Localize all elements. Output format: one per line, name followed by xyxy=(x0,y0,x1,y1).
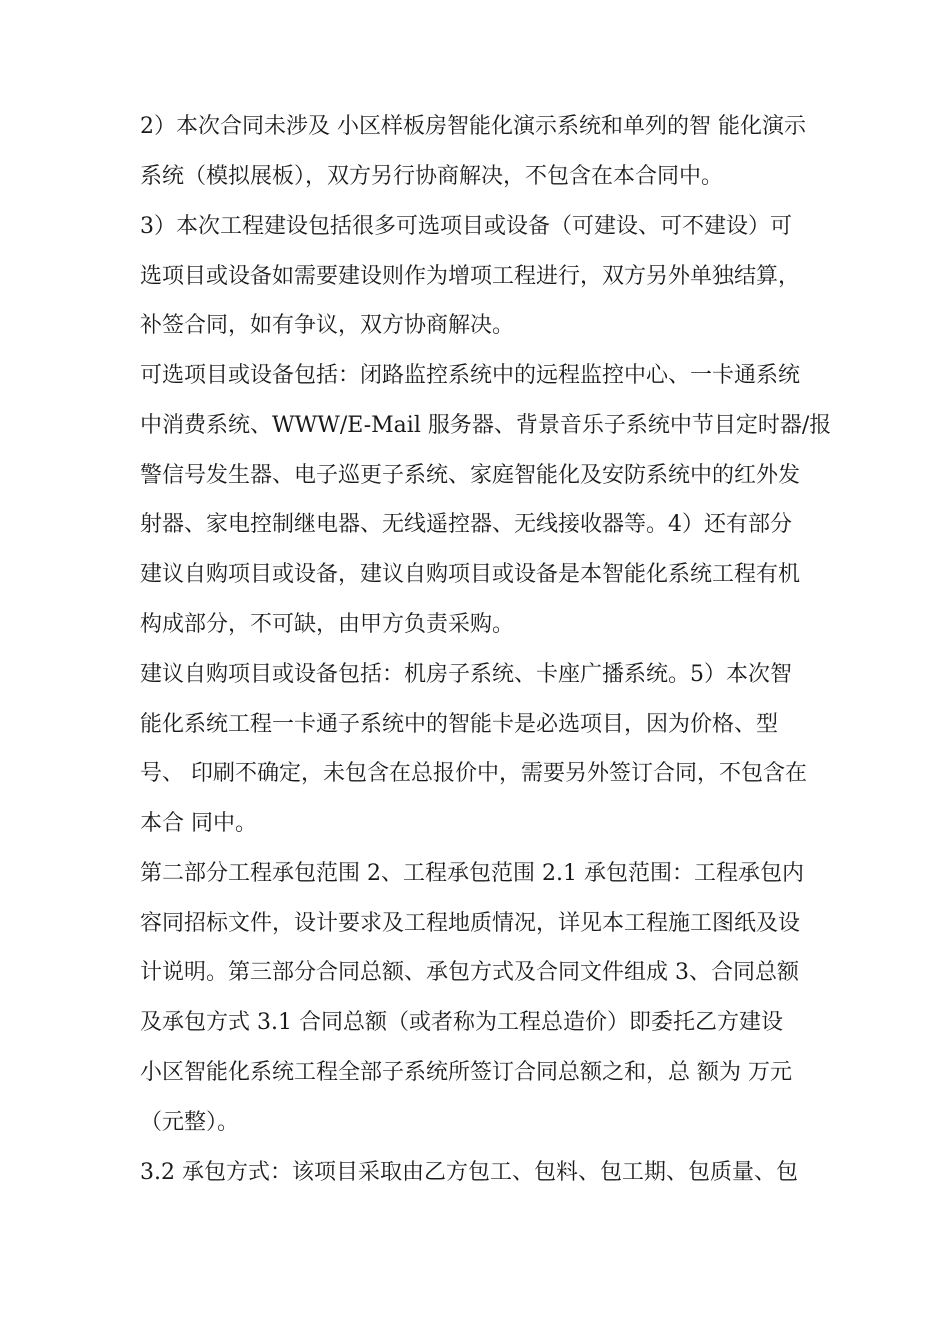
text-line: 射器、家电控制继电器、无线遥控器、无线接收器等。4）还有部分 xyxy=(140,512,792,537)
text-line: 构成部分，不可缺，由甲方负责采购。 xyxy=(140,612,515,637)
text-line: 中消费系统、WWW/E-Mail 服务器、背景音乐子系统中节目定时器/报 xyxy=(140,413,832,438)
text-line: 补签合同，如有争议，双方协商解决。 xyxy=(140,313,515,338)
text-line: 本合 同中。 xyxy=(140,811,257,836)
text-line: （元整）。 xyxy=(140,1110,240,1135)
text-line: 可选项目或设备包括：闭路监控系统中的远程监控中心、一卡通系统 xyxy=(140,363,801,388)
text-line: 警信号发生器、电子巡更子系统、家庭智能化及安防系统中的红外发 xyxy=(140,463,801,488)
text-line: 及承包方式 3.1 合同总额（或者称为工程总造价）即委托乙方建设 xyxy=(140,1010,783,1035)
text-line: 2）本次合同未涉及 小区样板房智能化演示系统和单列的智 能化演示 xyxy=(140,114,806,139)
text-line: 计说明。第三部分合同总额、承包方式及合同文件组成 3、合同总额 xyxy=(140,960,799,985)
text-line: 选项目或设备如需要建设则作为增项工程进行，双方另外单独结算， xyxy=(140,264,801,289)
text-line: 系统（模拟展板），双方另行协商解决，不包含在本合同中。 xyxy=(140,164,724,189)
text-line: 建议自购项目或设备，建议自购项目或设备是本智能化系统工程有机 xyxy=(140,562,801,587)
text-line: 建议自购项目或设备包括：机房子系统、卡座广播系统。5）本次智 xyxy=(140,662,792,687)
text-line: 容同招标文件，设计要求及工程地质情况，详见本工程施工图纸及设 xyxy=(140,911,801,936)
text-line: 3）本次工程建设包括很多可选项目或设备（可建设、可不建设）可 xyxy=(140,214,792,239)
text-line: 小区智能化系统工程全部子系统所签订合同总额之和，总 额为 万元 xyxy=(140,1060,792,1085)
text-line: 第二部分工程承包范围 2、工程承包范围 2.1 承包范围：工程承包内 xyxy=(140,861,804,886)
text-line: 号、 印刷不确定，未包含在总报价中，需要另外签订合同，不包含在 xyxy=(140,761,807,786)
text-line: 3.2 承包方式：该项目采取由乙方包工、包料、包工期、包质量、包 xyxy=(140,1160,798,1185)
text-line: 能化系统工程一卡通子系统中的智能卡是必选项目，因为价格、型 xyxy=(140,712,779,737)
